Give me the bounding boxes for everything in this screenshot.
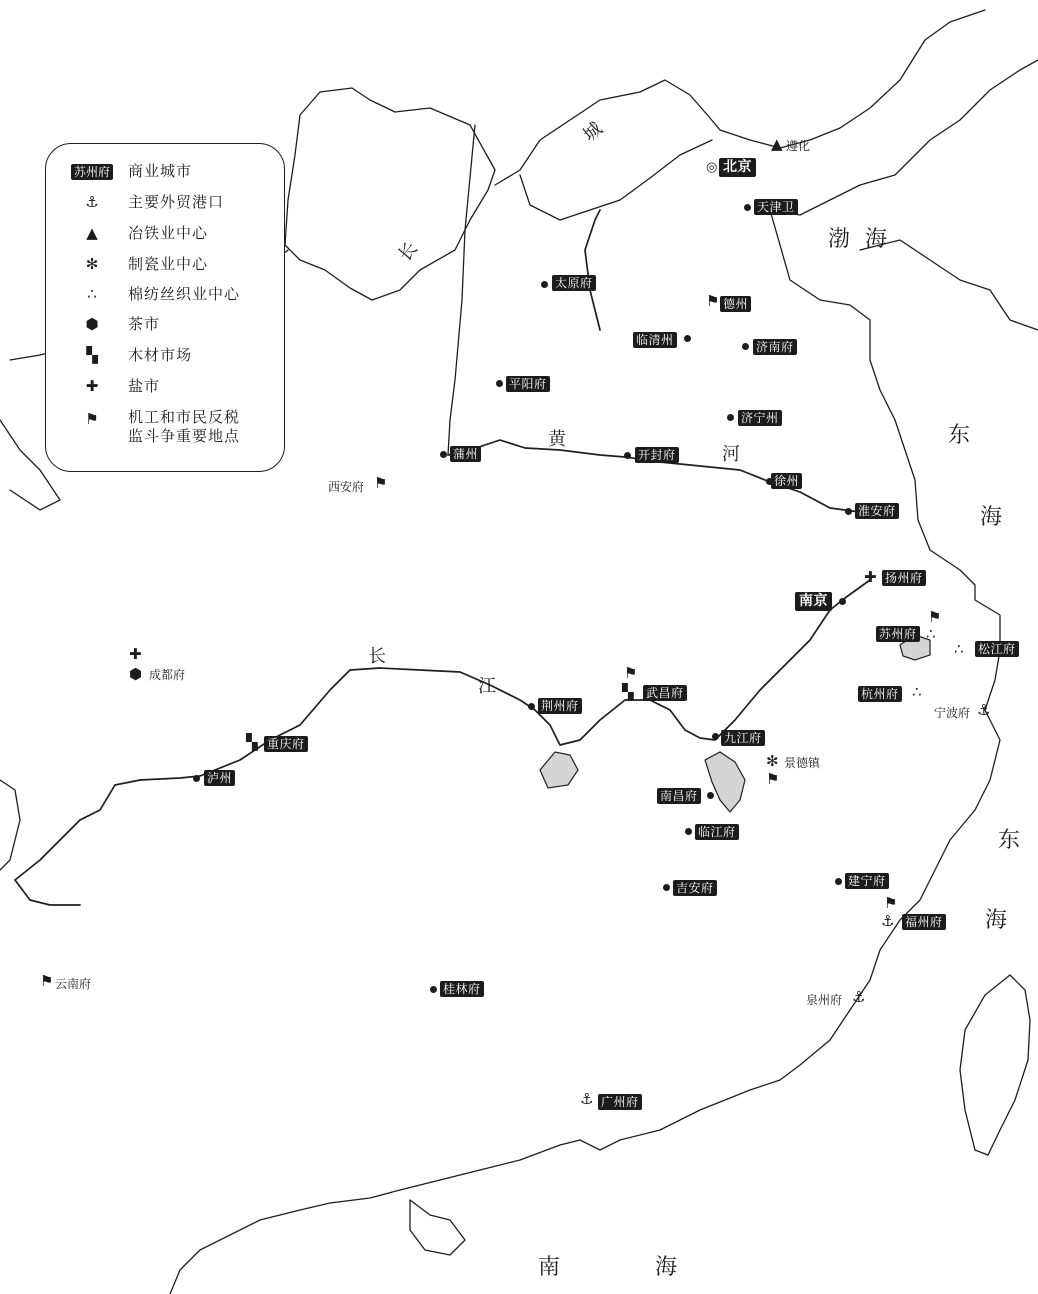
- city-label-linjiang: 临江府: [695, 824, 739, 840]
- three-dots-icon: ∴: [87, 285, 97, 303]
- cross-icon: ✚: [129, 645, 142, 663]
- city-label-jian: 吉安府: [673, 880, 717, 896]
- legend-row-textile: [68, 283, 278, 305]
- legend-row-port: [68, 191, 278, 213]
- city-label-puzhou: 蒲州: [450, 446, 481, 462]
- city-label-suzhou: 苏州府: [876, 626, 920, 642]
- city-label-jianning: 建宁府: [845, 873, 889, 889]
- anchor-icon: ⚓: [977, 701, 991, 719]
- place-label-jingdezhen: 景德镇: [784, 756, 821, 770]
- city-dot: [839, 598, 846, 605]
- city-dot: [528, 703, 535, 710]
- city-dot: [685, 828, 692, 835]
- legend-label: 冶铁业中心: [128, 224, 209, 242]
- city-label-jingzhou: 荆州府: [538, 698, 582, 714]
- triangle-icon: ▲: [86, 224, 98, 242]
- flag-icon: ⚑: [884, 894, 898, 912]
- city-label-kaifeng: 开封府: [635, 447, 679, 463]
- sea-label-east-2: 海: [980, 505, 1003, 530]
- place-label-xian: 西安府: [328, 480, 365, 494]
- dongting-lake: [540, 752, 578, 788]
- city-dot: [430, 986, 437, 993]
- city-dot: [541, 281, 548, 288]
- place-label-ningbo: 宁波府: [934, 706, 971, 720]
- sea-label-east-4: 海: [985, 908, 1008, 933]
- hexagon-icon: ⬢: [85, 315, 99, 333]
- legend-row-iron: [68, 222, 278, 244]
- flag-icon: ⚑: [85, 410, 99, 428]
- flag-icon: ⚑: [706, 292, 720, 310]
- city-label-pingyang: 平阳府: [506, 376, 550, 392]
- sea-label-south-1: 南: [538, 1255, 561, 1280]
- three-dots-icon: ∴: [954, 640, 964, 658]
- legend-label-line1: 机工和市民反税: [128, 408, 241, 426]
- flag-icon: ⚑: [766, 770, 780, 788]
- river-label-huang-2: 河: [722, 444, 740, 465]
- anchor-icon: ⚓: [852, 988, 866, 1006]
- three-dots-icon: ∴: [912, 683, 922, 701]
- city-label-wuchang: 武昌府: [643, 685, 687, 701]
- legend-label: 主要外贸港口: [128, 193, 225, 211]
- legend-label: 木材市场: [128, 346, 193, 364]
- legend-label: 商业城市: [128, 162, 193, 180]
- checker-icon: ▚: [246, 733, 258, 751]
- city-label-jining: 济宁州: [738, 410, 782, 426]
- cross-icon: ✚: [864, 568, 877, 586]
- city-dot: [684, 335, 691, 342]
- wall-west-2: [448, 125, 475, 455]
- legend-label: 茶市: [128, 315, 161, 333]
- city-label-guilin: 桂林府: [440, 981, 484, 997]
- city-label-jiujiang: 九江府: [721, 730, 765, 746]
- anchor-icon: ⚓: [85, 193, 99, 211]
- legend-row-porcelain: [68, 253, 278, 275]
- city-label-jinan: 济南府: [753, 339, 797, 355]
- asterisk-icon: ✻: [85, 255, 99, 273]
- place-label-chengdu: 成都府: [149, 668, 186, 682]
- bohai-coastline: [770, 60, 1038, 215]
- city-dot: [440, 451, 447, 458]
- legend-label-line2: 监斗争重要地点: [128, 427, 241, 445]
- city-label-beijing: 北京: [719, 158, 756, 177]
- city-dot: [742, 343, 749, 350]
- legend-label: 盐市: [128, 377, 161, 395]
- city-label-dezhou: 德州: [720, 296, 751, 312]
- flag-icon: ⚑: [40, 972, 54, 990]
- legend-swatch: 苏州府: [68, 160, 116, 182]
- asterisk-icon: ✻: [766, 752, 779, 770]
- east-coastline: [170, 210, 1003, 1294]
- wall-label-1: 长: [394, 238, 422, 266]
- map-legend: [45, 143, 285, 472]
- city-label-tianjinwei: 天津卫: [754, 199, 798, 215]
- city-dot: [663, 884, 670, 891]
- river-label-jiang-2: 江: [478, 676, 496, 697]
- city-label-chongqing: 重庆府: [264, 736, 308, 752]
- city-label-huaian: 淮安府: [855, 503, 899, 519]
- city-dot: [496, 380, 503, 387]
- city-label-fuzhou: 福州府: [902, 914, 946, 930]
- legend-row-timber: [68, 344, 278, 366]
- south-coast-islands: [410, 1200, 465, 1255]
- city-label-xuzhou: 徐州: [771, 473, 802, 489]
- wall-inner: [520, 140, 712, 220]
- place-label-quanzhou: 泉州府: [806, 993, 843, 1007]
- city-label-yangzhou: 扬州府: [882, 570, 926, 586]
- anchor-icon: ⚓: [881, 912, 895, 930]
- city-label-songjiang: 松江府: [975, 641, 1019, 657]
- fen-river: [585, 210, 600, 330]
- city-label-nanchang: 南昌府: [657, 788, 701, 804]
- legend-row-salt: [68, 375, 278, 397]
- capital-icon: ◎: [706, 160, 718, 175]
- legend-row-protest: [68, 408, 278, 450]
- cross-icon: ✚: [85, 377, 99, 395]
- city-dot: [624, 452, 631, 459]
- wall-label-2: 城: [579, 118, 607, 146]
- checker-icon: ▚: [86, 346, 98, 364]
- sea-label-east-3: 东: [998, 828, 1021, 853]
- three-dots-icon: ∴: [926, 625, 936, 643]
- west-boundary-2: [0, 780, 20, 870]
- river-label-huang-1: 黄: [548, 429, 566, 450]
- city-dot: [193, 775, 200, 782]
- river-label-jiang-1: 长: [368, 646, 386, 667]
- city-label-hangzhou: 杭州府: [858, 686, 902, 702]
- sea-label-bohai-1: 渤: [828, 227, 851, 252]
- sea-label-bohai-2: 海: [865, 227, 888, 252]
- city-label-luzhou: 泸州: [204, 770, 235, 786]
- checker-icon: ▚: [622, 683, 634, 701]
- city-dot: [845, 508, 852, 515]
- sea-label-south-2: 海: [655, 1255, 678, 1280]
- hexagon-icon: ⬢: [129, 665, 143, 683]
- upper-river: [15, 880, 80, 905]
- place-label-zunhua: 遵化: [786, 139, 811, 153]
- city-label-taiyuan: 太原府: [552, 275, 596, 291]
- poyang-lake: [705, 752, 745, 812]
- city-dot: [712, 733, 719, 740]
- legend-label: 制瓷业中心: [128, 255, 209, 273]
- city-dot: [707, 792, 714, 799]
- city-label-linqing: 临清州: [633, 332, 677, 348]
- city-label-nanjing: 南京: [795, 592, 832, 611]
- city-label-guangzhou: 广州府: [598, 1094, 642, 1110]
- flag-icon: ⚑: [624, 664, 638, 682]
- place-label-yunnan: 云南府: [55, 977, 92, 991]
- taiwan-island: [960, 975, 1030, 1155]
- flag-icon: ⚑: [374, 474, 388, 492]
- legend-label: 棉纺丝织业中心: [128, 285, 241, 303]
- city-dot: [744, 204, 751, 211]
- legend-row-tea: [68, 313, 278, 335]
- triangle-icon: ▲: [771, 135, 783, 153]
- anchor-icon: ⚓: [580, 1090, 594, 1108]
- legend-row-commercial-city: [68, 160, 278, 182]
- flag-icon: ⚑: [928, 608, 942, 626]
- liaodong: [860, 240, 1038, 330]
- city-dot: [835, 878, 842, 885]
- sea-label-east-1: 东: [948, 423, 971, 448]
- city-dot: [727, 414, 734, 421]
